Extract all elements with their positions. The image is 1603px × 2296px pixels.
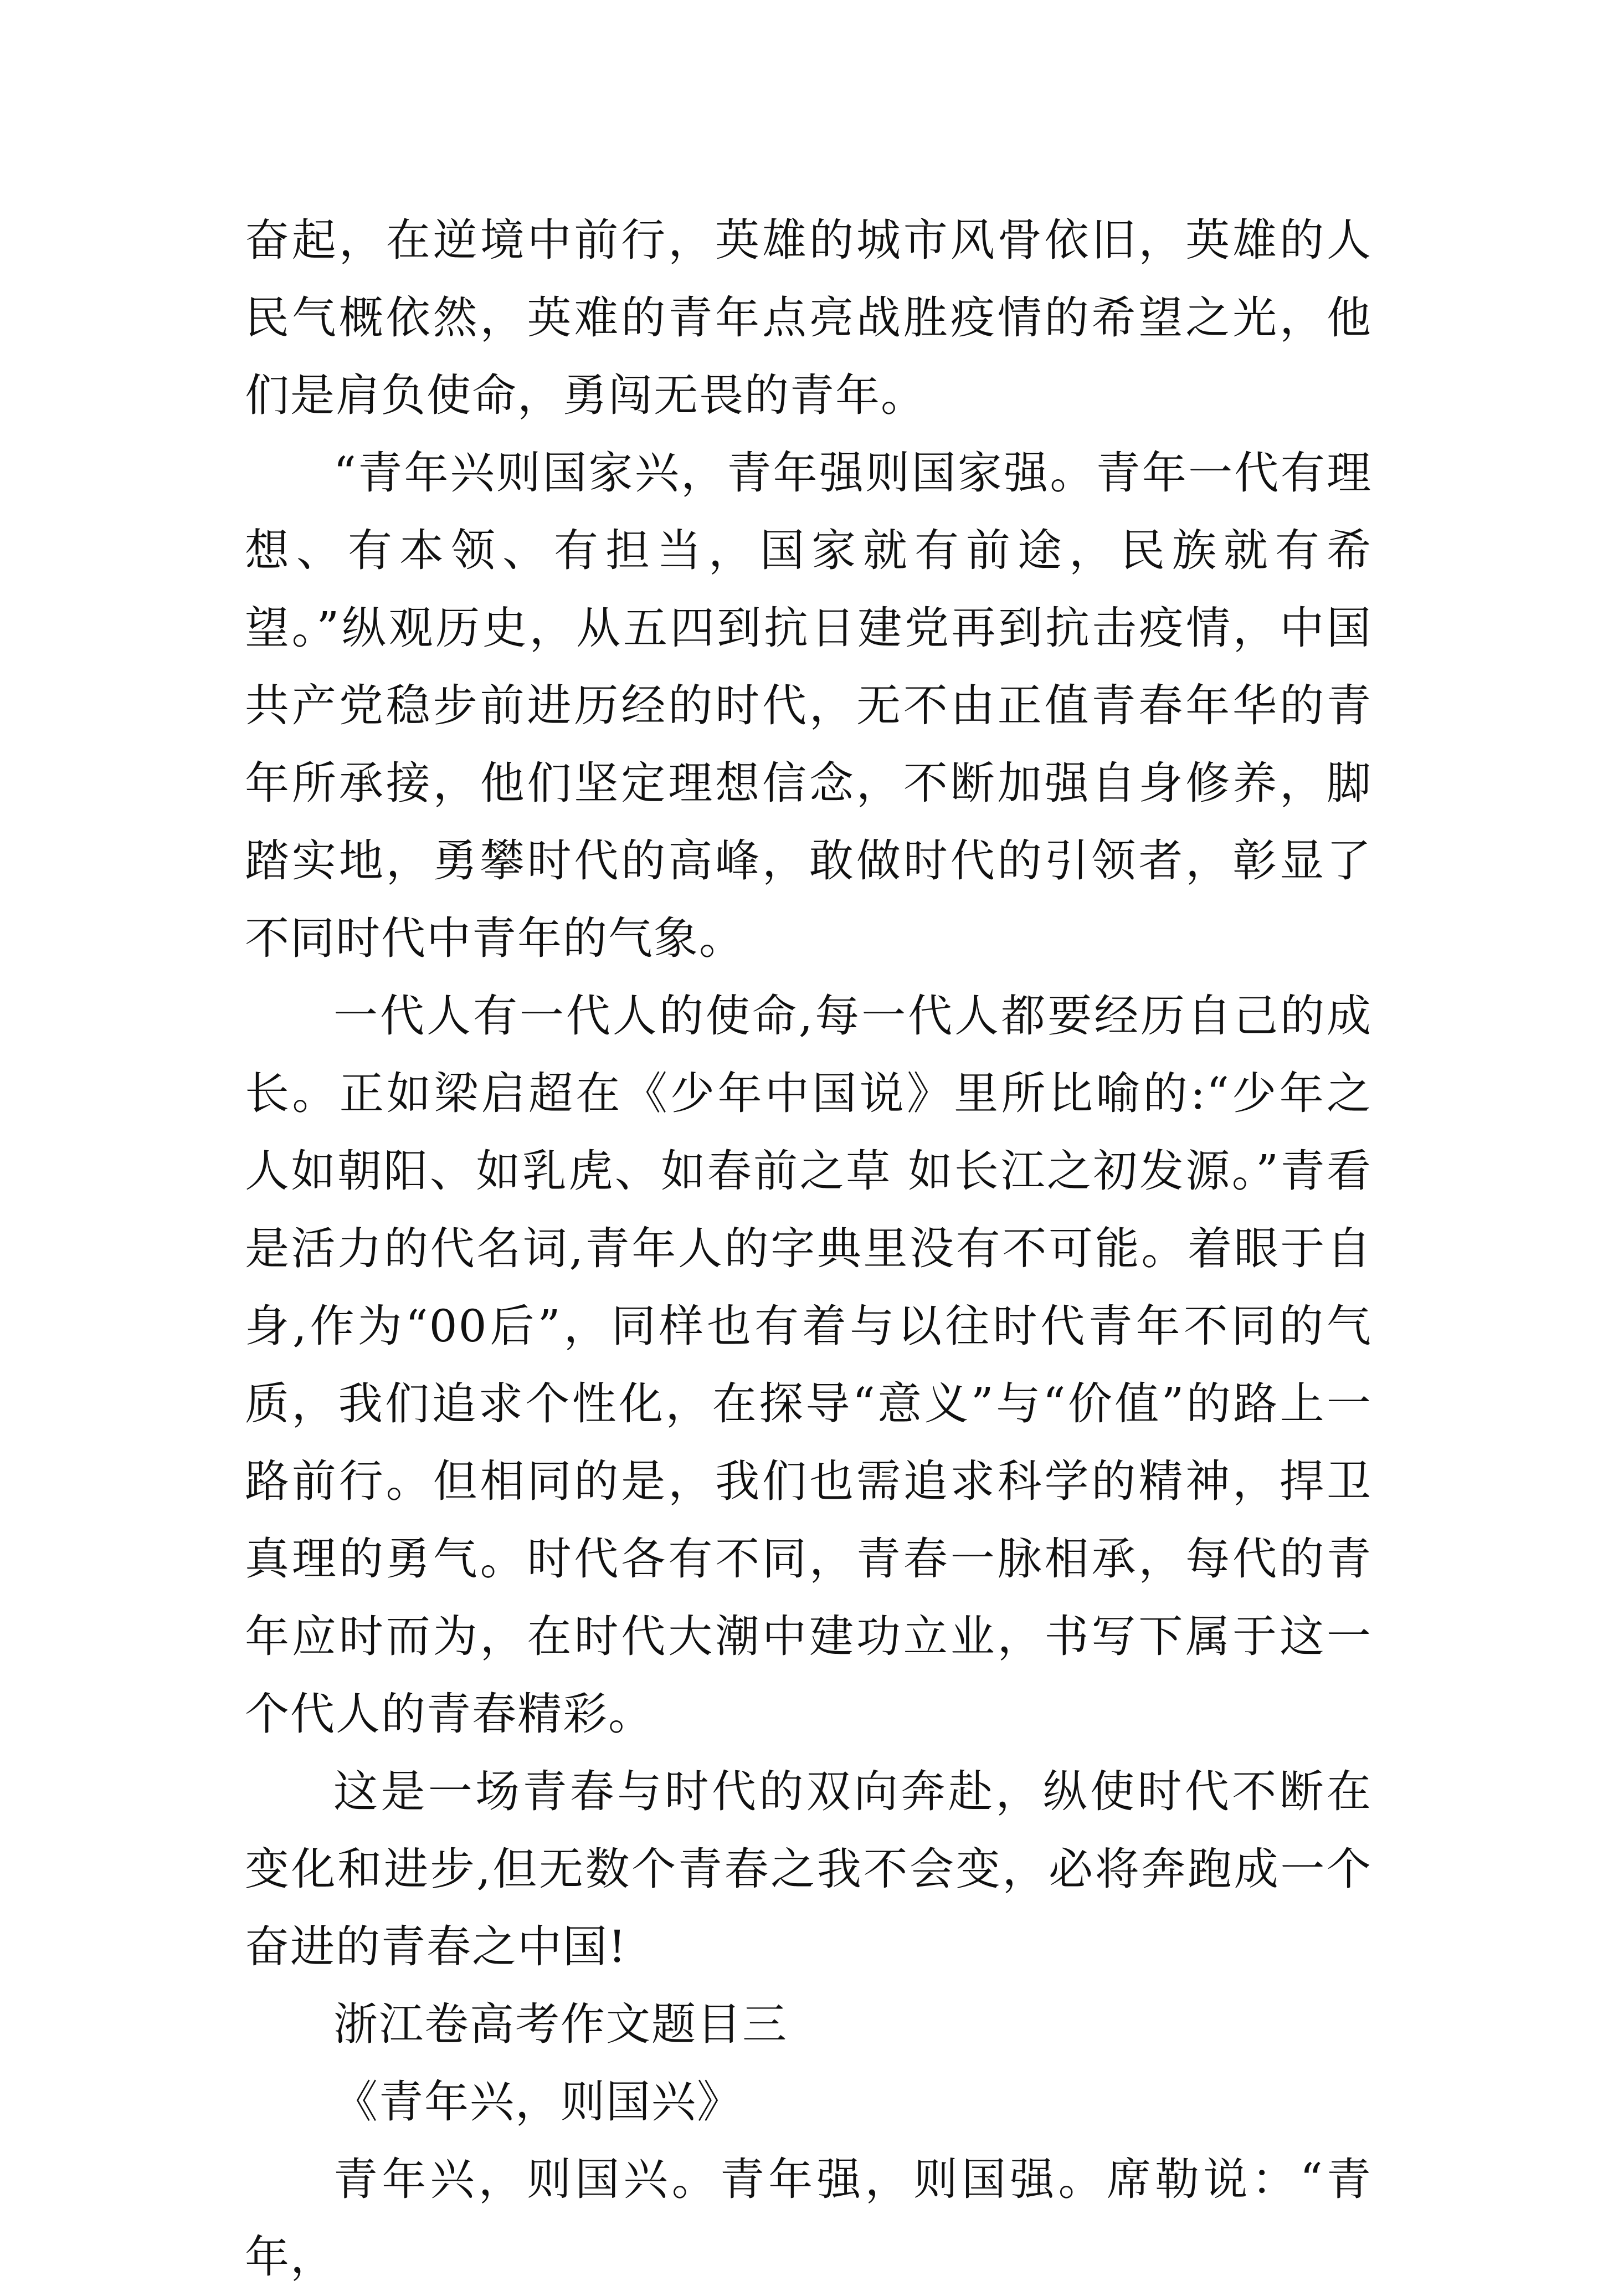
paragraph-1: 奋起，在逆境中前行，英雄的城市风骨依旧，英雄的人民气概依然，英难的青年点亮战胜疫情的希望之光，他们是肩负使命，勇闯无畏的青年。 [245,214,1372,421]
essay-title: 《青年兴，则国兴》 [333,2076,742,2128]
paragraph-3: 一代人有一代人的使命,每一代人都要经历自己的成长。正如梁启超在《少年中国说》里所比喻的:“少年之人如朝阳、如乳虎、如春前之草 如长江之初发源。”青看是活力的代名词,青年人的字典里没有不可能。着眼于自身,作为“00后”，同样也有着与以往时代青年不同的气质，我们追求个性化，在探导“意义”与“价值”的路上一路前行。但相同的是，我们也需追求科学的精神，捍卫真理的勇气。时代各有不同，青春一脉相承，每代的青年应时而为，在时代大潮中建功立业，书写下属于这一个代人的青春精彩。 [245,990,1372,1740]
paragraph-4: 这是一场青春与时代的双向奔赴，纵使时代不断在变化和进步,但无数个青春之我不会变，必将奔跑成一个奋进的青春之中国! [245,1766,1372,1972]
paragraph-2: “青年兴则国家兴，青年强则国家强。青年一代有理想、有本领、有担当，国家就有前途，民族就有希望。”纵观历史，从五四到抗日建党再到抗击疫情，中国共产党稳步前进历经的时代，无不由正值青春年华的青年所承接，他们坚定理想信念，不断加强自身修养，脚踏实地，勇攀时代的高峰，敢做时代的引领者，彰显了不同时代中青年的气象。 [245,447,1372,964]
section-heading: 浙江卷高考作文题目三 [333,1998,788,2050]
paragraph-final: 青年兴，则国兴。青年强，则国强。席勒说：“青年， [245,2154,1372,2283]
essay-body [245,202,1372,2296]
